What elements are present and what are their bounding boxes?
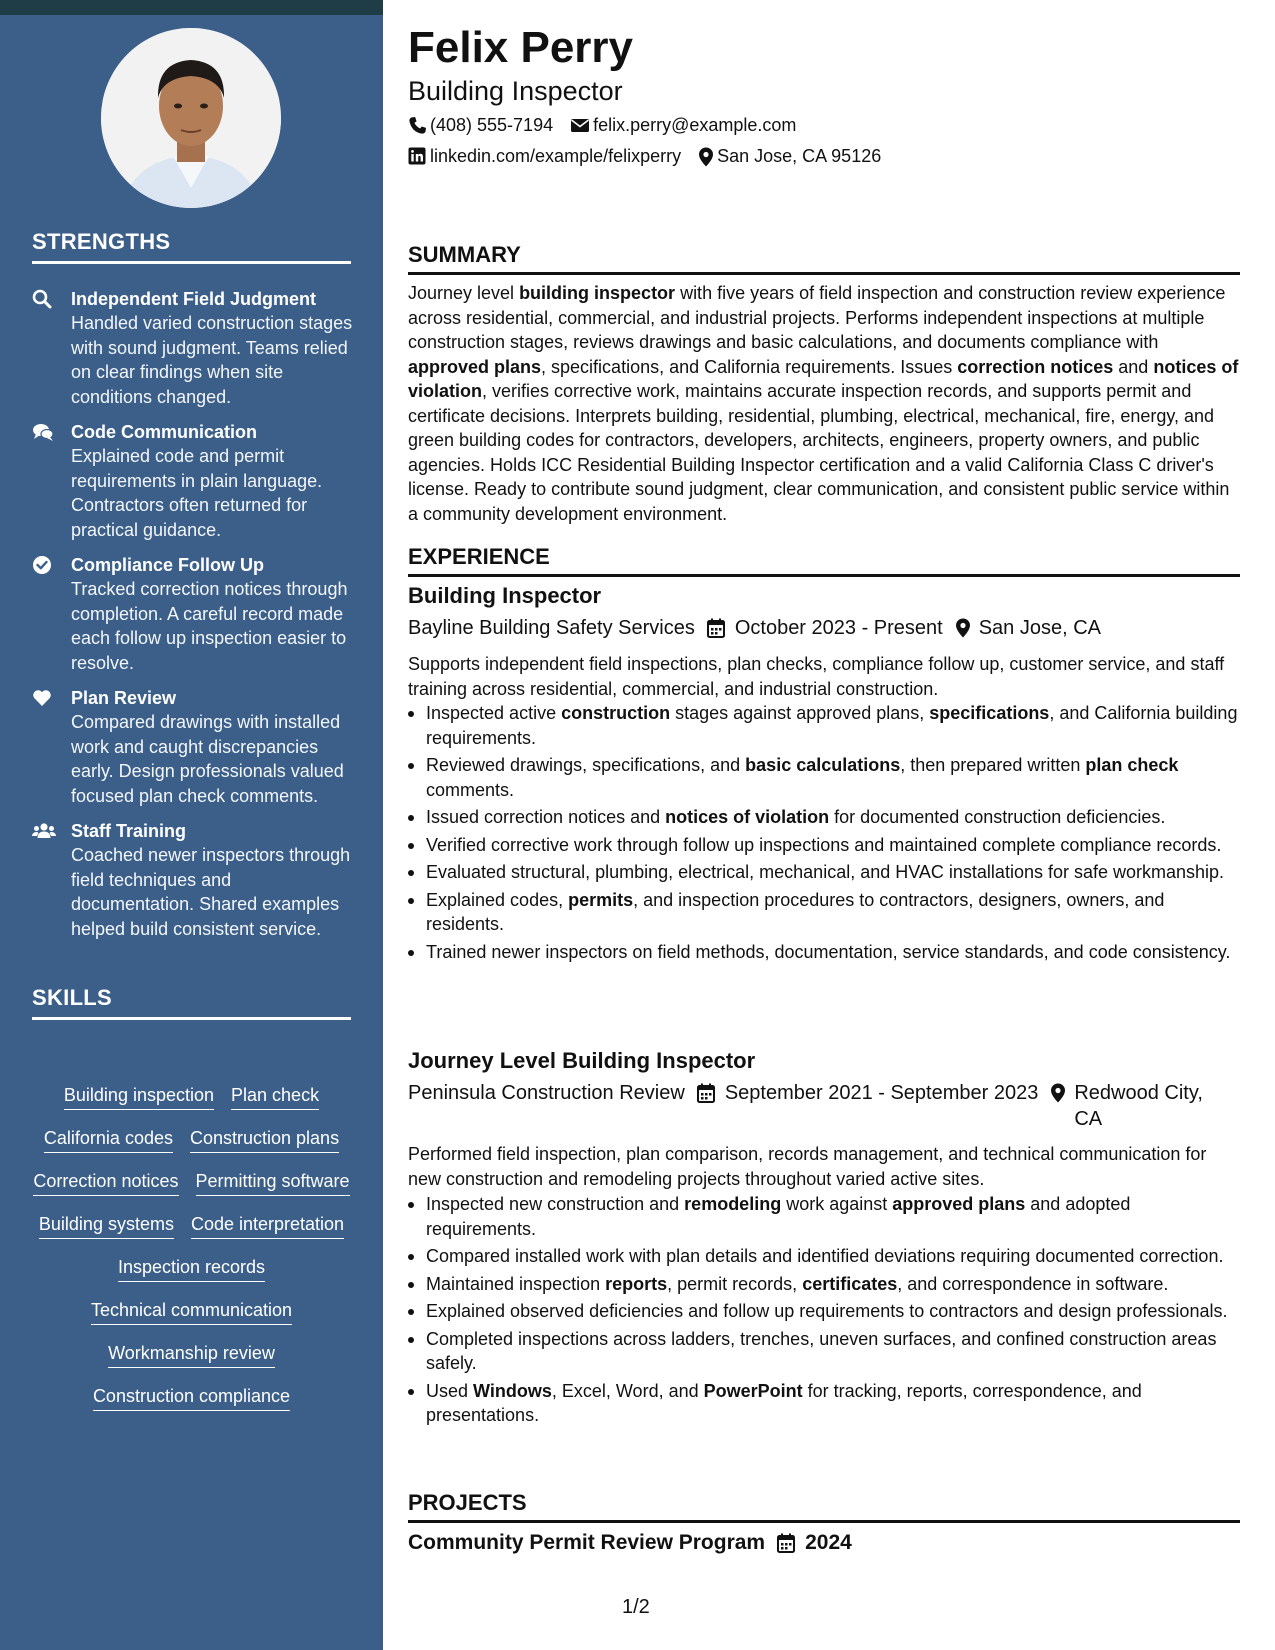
strength-item xyxy=(32,553,357,675)
job-bullet-list xyxy=(408,701,1240,967)
search-icon xyxy=(32,289,54,309)
text-run: and adopted requirements. xyxy=(426,1194,1131,1239)
emphasis-text: remodeling xyxy=(684,1194,782,1214)
emphasis-text: plan check xyxy=(1085,755,1179,775)
calendar-icon xyxy=(707,618,727,638)
skill-tag: California codes xyxy=(44,1126,173,1153)
top-accent-bar xyxy=(0,0,383,15)
strengths-list xyxy=(32,287,357,952)
job-bullet xyxy=(408,888,1240,937)
strength-description: Tracked correction notices through completion. A careful record made each follow up inspection easier to resolve. xyxy=(71,579,348,673)
job-bullet xyxy=(408,1379,1240,1428)
emphasis-text: notices of violation xyxy=(665,807,830,827)
profile-photo xyxy=(101,28,281,208)
users-icon xyxy=(32,821,54,841)
job-bullet xyxy=(408,1192,1240,1241)
job-bullet-list xyxy=(408,1192,1240,1431)
phone-number[interactable]: (408) 555-7194 xyxy=(430,115,554,135)
project-year: 2024 xyxy=(805,1531,852,1554)
text-run: Inspected active xyxy=(426,703,562,723)
strength-title: Staff Training xyxy=(71,821,187,841)
job-company: Bayline Building Safety Services xyxy=(408,617,695,639)
text-run: Verified corrective work through follow up inspections and maintained complete compliance records. xyxy=(426,834,1222,855)
emphasis-text: approved plans xyxy=(892,1194,1026,1214)
text-run: , then prepared written xyxy=(900,755,1086,775)
summary-text xyxy=(408,281,1240,526)
sidebar xyxy=(0,15,383,1650)
text-run: for documented construction deficiencies. xyxy=(829,807,1166,827)
text-run: Completed inspections across ladders, trenches, uneven surfaces, and confined construction areas safely. xyxy=(426,1328,1217,1373)
skill-tag: Correction notices xyxy=(33,1169,178,1196)
summary-heading: SUMMARY xyxy=(408,242,1240,275)
skill-tag: Building inspection xyxy=(64,1083,214,1110)
check-circle-icon xyxy=(32,555,54,575)
emphasis-text: certificates xyxy=(802,1273,898,1294)
text-run: and xyxy=(1113,356,1154,377)
strength-title: Independent Field Judgment xyxy=(71,289,317,309)
strength-item xyxy=(32,287,357,409)
skill-tag: Code interpretation xyxy=(191,1212,344,1239)
location-text: San Jose, CA 95126 xyxy=(717,146,882,166)
job-dates: September 2021 - September 2023 xyxy=(724,1082,1039,1104)
emphasis-text: building inspector xyxy=(519,283,676,303)
job-bullet xyxy=(408,701,1240,750)
text-run: Issued correction notices and xyxy=(426,807,666,827)
skill-tag: Construction compliance xyxy=(93,1384,290,1411)
text-run: , and inspection procedures to contractors, designers, owners, and residents. xyxy=(426,889,1165,934)
emphasis-text: reports xyxy=(605,1273,668,1294)
candidate-role: Building Inspector xyxy=(408,76,623,106)
emphasis-text: approved plans xyxy=(408,356,542,377)
text-run: stages against approved plans, xyxy=(670,703,930,723)
text-run: , and California building requirements. xyxy=(426,703,1238,748)
text-run: Evaluated structural, plumbing, electrical, mechanical, and HVAC installations for safe workmanship. xyxy=(426,862,1225,882)
text-run: Inspected new construction and xyxy=(426,1194,685,1214)
text-run: Trained newer inspectors on field methods, documentation, service standards, and code consistency. xyxy=(426,941,1231,962)
job-bullet xyxy=(408,1244,1240,1269)
text-run: with five years of field inspection and construction review experience across residential, commercial, and industrial projects. Performs independent inspections at multiple construction stages, reviews drawings and basic calculations, and documents compliance with xyxy=(408,283,1226,352)
skill-tag: Building systems xyxy=(39,1212,174,1239)
skill-tag: Plan check xyxy=(231,1083,319,1110)
strengths-heading: STRENGTHS xyxy=(32,229,351,264)
skill-tag: Construction plans xyxy=(190,1126,339,1153)
job-summary: Supports independent field inspections, plan checks, compliance follow up, customer service, and staff training across residential, commercial, and industrial construction. xyxy=(408,654,1225,699)
text-run: Used xyxy=(426,1380,474,1401)
job-title: Building Inspector xyxy=(408,583,602,608)
job-bullet xyxy=(408,1299,1240,1324)
strength-description: Coached newer inspectors through field techniques and documentation. Shared examples helped build consistent service. xyxy=(71,845,351,939)
candidate-name: Felix Perry xyxy=(408,23,634,72)
text-run: , Excel, Word, and xyxy=(551,1380,704,1401)
skill-tag: Technical communication xyxy=(91,1298,292,1325)
location-pin-icon xyxy=(698,147,714,166)
job-dates: October 2023 - Present xyxy=(734,617,943,639)
text-run: Journey level xyxy=(408,283,520,303)
emphasis-text: specifications xyxy=(929,703,1050,723)
text-run: , specifications, and California requirements. Issues xyxy=(541,356,958,377)
calendar-icon xyxy=(777,1533,797,1553)
strength-item xyxy=(32,420,357,542)
job-title: Journey Level Building Inspector xyxy=(408,1048,756,1073)
contact-row xyxy=(408,144,881,168)
emphasis-text: construction xyxy=(561,703,671,723)
strength-title: Plan Review xyxy=(71,688,177,708)
experience-heading: EXPERIENCE xyxy=(408,544,1240,577)
phone-icon xyxy=(408,116,427,135)
text-run: comments. xyxy=(426,779,515,800)
projects-heading: PROJECTS xyxy=(408,1490,1240,1523)
location-pin-icon xyxy=(955,618,971,638)
linkedin-link[interactable]: linkedin.com/example/felixperry xyxy=(430,146,682,166)
email-link[interactable]: felix.perry@example.com xyxy=(593,115,797,135)
job-location: San Jose, CA xyxy=(978,617,1102,639)
page-number: 1/2 xyxy=(622,1596,650,1618)
job-meta xyxy=(408,615,1101,641)
chat-bubbles-icon xyxy=(32,422,54,442)
strength-title: Compliance Follow Up xyxy=(71,555,265,575)
job-bullet xyxy=(408,940,1240,965)
job-bullet xyxy=(408,860,1240,885)
strength-description: Handled varied construction stages with sound judgment. Teams relied on clear findings when site conditions changed. xyxy=(71,313,353,407)
job-bullet xyxy=(408,1327,1240,1376)
project-item xyxy=(408,1530,852,1556)
text-run: , verifies corrective work, maintains accurate inspection records, and supports permit and certificate decisions. Interprets building, residential, plumbing, electrical, mechanical, fire, energy, and green building codes for contractors, developers, architects, engineers, property owners, and public agencies. Holds ICC Residential Building Inspector certification and a valid California Class C driver's license. Ready to contribute sound judgment, clear communication, and consistent public service within a community development environment. xyxy=(408,381,1230,524)
text-run: Reviewed drawings, specifications, and xyxy=(426,755,746,775)
job-company: Peninsula Construction Review xyxy=(408,1082,685,1104)
emphasis-text: correction notices xyxy=(957,356,1114,377)
text-run: for tracking, reports, correspondence, and presentations. xyxy=(426,1380,1142,1425)
skills-list xyxy=(32,1083,351,1411)
job-bullet xyxy=(408,1272,1240,1297)
text-run: work against xyxy=(781,1194,893,1214)
calendar-icon xyxy=(697,1083,717,1103)
job-meta xyxy=(408,1080,1234,1132)
text-run: , and correspondence in software. xyxy=(897,1273,1169,1294)
text-run: Compared installed work with plan details and identified deviations requiring documented correction. xyxy=(426,1246,1224,1266)
strength-description: Explained code and permit requirements in plain language. Contractors often returned for practical guidance. xyxy=(71,446,323,540)
text-run: Explained codes, xyxy=(426,889,569,910)
strength-item xyxy=(32,686,357,808)
text-run: Explained observed deficiencies and follow up requirements to contractors and design professionals. xyxy=(426,1301,1228,1321)
strength-description: Compared drawings with installed work and caught discrepancies early. Design professionals valued focused plan check comments. xyxy=(71,712,344,806)
text-run: , permit records, xyxy=(667,1273,803,1294)
contact-row xyxy=(408,113,796,137)
skill-tag: Workmanship review xyxy=(108,1341,275,1368)
emphasis-text: permits xyxy=(568,889,634,910)
strength-title: Code Communication xyxy=(71,422,258,442)
skills-heading: SKILLS xyxy=(32,985,351,1020)
skill-tag: Inspection records xyxy=(118,1255,265,1282)
job-bullet xyxy=(408,805,1240,830)
project-title: Community Permit Review Program xyxy=(408,1531,766,1554)
skill-tag: Permitting software xyxy=(196,1169,350,1196)
envelope-icon xyxy=(570,116,590,135)
job-bullet xyxy=(408,753,1240,802)
emphasis-text: PowerPoint xyxy=(703,1380,803,1401)
emphasis-text: notices of violation xyxy=(408,356,1239,401)
job-summary: Performed field inspection, plan comparison, records management, and technical communication for new construction and remodeling projects throughout varied active sites. xyxy=(408,1144,1207,1189)
job-location: Redwood City, CA xyxy=(1074,1082,1203,1130)
linkedin-icon xyxy=(408,147,427,166)
emphasis-text: basic calculations xyxy=(745,755,901,775)
strength-item xyxy=(32,819,357,941)
text-run: Maintained inspection xyxy=(426,1273,606,1294)
heart-icon xyxy=(32,688,54,708)
location-pin-icon xyxy=(1050,1083,1066,1103)
job-bullet xyxy=(408,833,1240,858)
emphasis-text: Windows xyxy=(473,1380,552,1401)
